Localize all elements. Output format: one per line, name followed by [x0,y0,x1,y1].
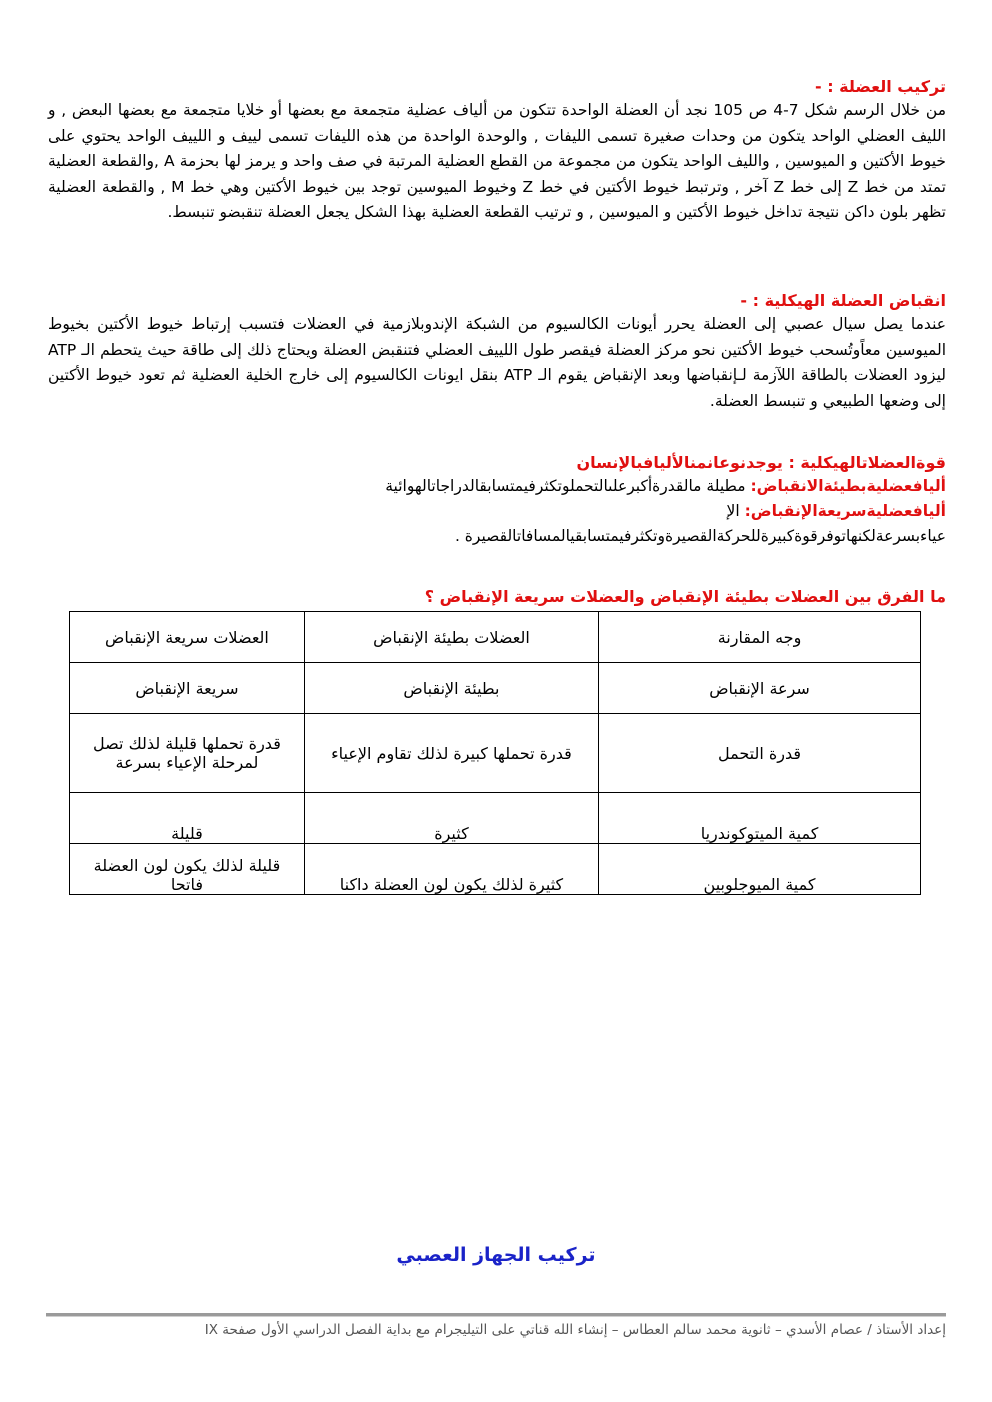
footer-divider [46,1313,946,1317]
table-row [70,714,921,793]
paragraph-skeletal-contraction: عندما يصل سيال عصبي إلى العضلة يحرر أيونات الكالسيوم من الشبكة الإندوبلازمية في العضلات فتسبب إرتباط خيوط الأكتين بخيوط الميوسين معاًوتُسحب خيوط الأكتين نحو مركز العضلة فيقصر طول اللييف العضلي فتنقبض العضلة ويحتاج ذلك إلى طاقة حيث يتحطم الـ ATP ليزود العضلات بالطاقة اللآزمة لـإنقباضها وبعد الإنقباض يقوم الـ ATP بنقل ايونات الكالسيوم إلى خارج الخلية العضلية ثم تعود خيوط الأكتين إلى وضعها الطبيعي و تنبسط العضلة. [48,315,946,410]
section-heading-skeletal-contraction: انقباض العضلة الهيكلية : - [740,291,946,310]
paragraph-muscle-structure: من خلال الرسم شكل 7-4 ص 105 نجد أن العضلة الواحدة تتكون من ألياف عضلية متجمعة مع بعضها أو خلايا متجمعة مع بعضها البعض , و الليف العضلي الواحد يتكون من وحدات صغيرة تسمى الليفات , والوحدة الواحدة من هذه الليفات تسمى لييف و اللييف الواحد يحتوي على خيوط الأكتين و الميوسين , والليف الواحد يتكون من مجموعة من القطع العضلية المرتبة في صف واحد و يرمز لها بحزمة A ,والقطعة العضلية تمتد من خط Z إلى خط Z آخر , وترتبط خيوط الأكتين في خط Z وخيوط الميوسين توجد بين خيوط الأكتين وهي خط M , والقطعة العضلية تظهر بلون داكن نتيجة تداخل خيوط الأكتين و الميوسين , و ترتيب القطعة العضلية بهذا الشكل يجعل العضلة تنقبضو تنبسط. [48,101,946,221]
table-cell: العضلات سريعة الإنقباض [70,612,305,663]
table-cell: قليلة [70,793,305,844]
section-comparison-question [48,586,946,608]
section-muscle-structure [48,76,946,226]
comparison-table [69,611,921,895]
slow-fibers-line [48,474,946,499]
table-cell: قليلة لذلك يكون لون العضلة فاتحا [70,844,305,895]
table-cell: سرعة الإنقباض [599,663,921,714]
table-row [70,663,921,714]
next-topic-title: تركيب الجهاز العصبي [396,1244,596,1266]
table-cell: وجه المقارنة [599,612,921,663]
table-cell: كثيرة [304,793,598,844]
table-cell: كمية الميوجلوبين [599,844,921,895]
table-cell: كثيرة لذلك يكون لون العضلة داكنا [304,844,598,895]
fast-fibers-continuation: عياءبسرعةلكنهاتوفرقوةكبيرةللحركةالقصيرةوتكثرفيمتسابقيالمسافاتالقصيرة . [454,527,946,545]
section-skeletal-contraction [48,290,946,414]
footer-text: إعداد الأستاذ / عصام الأسدي – ثانوية محمد سالم العطاس – إنشاء الله قناتي على التيليجرام مع بداية الفصل الدراسي الأول صفحة IX [204,1322,946,1338]
table-cell: سريعة الإنقباض [70,663,305,714]
fast-fibers-label: أليافعضليةسريعةالإنقباض: [744,502,946,520]
slow-fibers-text: مطيلة مالقدرةأكبرعلىالتحملوتكثرفيمتسابقالدراجاتالهوائية [385,477,746,495]
table-cell: قدرة التحمل [599,714,921,793]
table-row [70,793,921,844]
fast-fibers-text: الإ [726,502,740,520]
section-muscle-strength [48,452,946,549]
slow-fibers-label: أليافعضليةبطيئةالانقباض: [750,477,946,495]
comparison-question-heading: ما الفرق بين العضلات بطيئة الإنقباض والعضلات سريعة الإنقباض ؟ [424,587,946,606]
table-cell: بطيئة الإنقباض [304,663,598,714]
section-heading-muscle-structure: تركيب العضلة : - [814,77,946,96]
section-heading-muscle-strength: قوةالعضلاتالهيكلية : يوجدنوعانمنالأليافبالإنسان [576,453,946,472]
fast-fibers-line [48,499,946,524]
table-row [70,612,921,663]
table-cell: العضلات بطيئة الإنقباض [304,612,598,663]
table-cell: قدرة تحملها كبيرة لذلك تقاوم الإعياء [304,714,598,793]
table-cell: كمية الميتوكوندريا [599,793,921,844]
table-row [70,844,921,895]
table-cell: قدرة تحملها قليلة لذلك تصل لمرحلة الإعياء بسرعة [70,714,305,793]
